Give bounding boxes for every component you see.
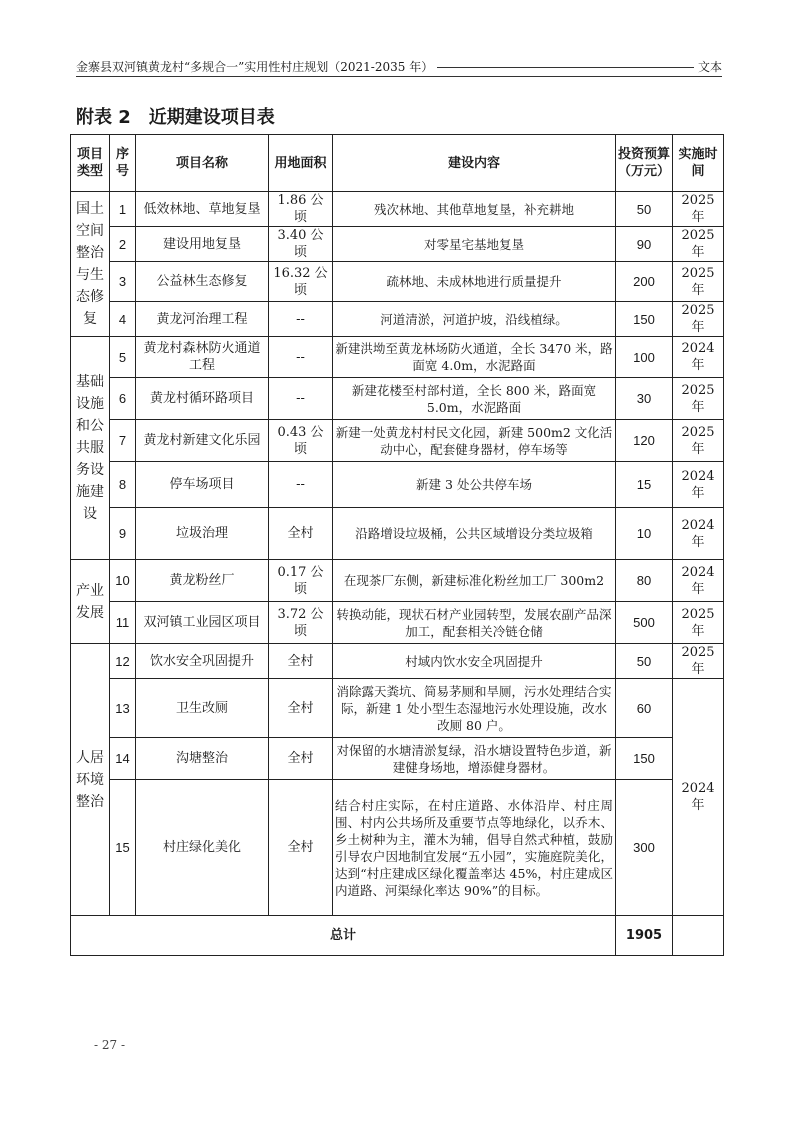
table-row [71,337,724,378]
row-year: 2025 年 [673,302,724,337]
row-content: 残次林地、其他草地复垦，补充耕地 [333,192,616,227]
row-area: 全村 [269,644,333,679]
table-row [71,679,724,738]
header-rule [76,76,722,77]
row-content: 疏林地、未成林地进行质量提升 [333,262,616,302]
row-year: 2024 年 [673,462,724,508]
row-no: 12 [110,644,136,679]
row-year: 2024 年 [673,337,724,378]
row-area: 1.86 公顷 [269,192,333,227]
row-content: 新建一处黄龙村村民文化园，新建 500m2 文化活动中心，配套健身器材，停车场等 [333,420,616,462]
row-budget: 80 [616,560,673,602]
table-row [71,420,724,462]
row-area: -- [269,302,333,337]
row-no: 1 [110,192,136,227]
table-row [71,302,724,337]
row-year: 2025 年 [673,192,724,227]
header-title: 金寨县双河镇黄龙村“多规合一”实用性村庄规划（2021-2035 年） [76,59,434,74]
row-content: 结合村庄实际，在村庄道路、水体沿岸、村庄周围、村内公共场所及重要节点等地绿化，以乔木、乡土树种为主，灌木为辅，倡导自然式种植，鼓励引导农户因地制宜发展“五小园”，实施庭院美化，达到“村庄建成区绿化覆盖率达 45%，村庄建成区内道路、河渠绿化率达 90%”的目标。 [333,780,616,916]
row-budget: 10 [616,508,673,560]
table-row [71,192,724,227]
col-header-category: 项目类型 [71,135,110,192]
row-year: 2025 年 [673,420,724,462]
total-value: 1905 [616,916,673,956]
row-budget: 100 [616,337,673,378]
row-area: 3.72 公顷 [269,602,333,644]
row-name: 垃圾治理 [136,508,269,560]
row-area: 全村 [269,508,333,560]
row-budget: 90 [616,227,673,262]
row-name: 黄龙粉丝厂 [136,560,269,602]
category-cell: 国土空间整治与生态修复 [71,192,110,337]
col-header-content: 建设内容 [333,135,616,192]
row-no: 4 [110,302,136,337]
total-year-empty [673,916,724,956]
row-year: 2024 年 [673,508,724,560]
table-row [71,780,724,916]
total-label: 总计 [71,916,616,956]
row-year: 2024 年 [673,560,724,602]
running-header [76,56,722,76]
row-budget: 200 [616,262,673,302]
row-no: 6 [110,378,136,420]
row-no: 7 [110,420,136,462]
table-row [71,227,724,262]
table-row [71,262,724,302]
row-no: 3 [110,262,136,302]
table-row [71,378,724,420]
table-row [71,644,724,679]
total-row [71,916,724,956]
row-no: 5 [110,337,136,378]
row-area: 全村 [269,679,333,738]
row-no: 13 [110,679,136,738]
category-cell: 人居环境整治 [71,644,110,916]
row-no: 8 [110,462,136,508]
row-budget: 300 [616,780,673,916]
row-year: 2025 年 [673,378,724,420]
row-area: -- [269,337,333,378]
col-header-year: 实施时间 [673,135,724,192]
row-budget: 60 [616,679,673,738]
row-content: 新建 3 处公共停车场 [333,462,616,508]
row-budget: 30 [616,378,673,420]
row-area: -- [269,462,333,508]
header-section: 文本 [697,59,722,74]
row-area: -- [269,378,333,420]
row-year: 2025 年 [673,227,724,262]
table-row [71,508,724,560]
row-name: 双河镇工业园区项目 [136,602,269,644]
table-row [71,738,724,780]
category-cell: 产业发展 [71,560,110,644]
page-title: 附表 2 近期建设项目表 [76,107,275,128]
row-area: 0.17 公顷 [269,560,333,602]
row-year: 2025 年 [673,602,724,644]
row-name: 黄龙村循环路项目 [136,378,269,420]
row-name: 卫生改厕 [136,679,269,738]
row-no: 15 [110,780,136,916]
row-name: 饮水安全巩固提升 [136,644,269,679]
table-row [71,462,724,508]
row-budget: 50 [616,192,673,227]
table-header-row [71,135,724,192]
col-header-area: 用地面积 [269,135,333,192]
row-area: 0.43 公顷 [269,420,333,462]
col-header-no: 序号 [110,135,136,192]
row-content: 村域内饮水安全巩固提升 [333,644,616,679]
row-area: 全村 [269,780,333,916]
row-area: 3.40 公顷 [269,227,333,262]
row-budget: 150 [616,302,673,337]
row-content: 新建洪坳至黄龙林场防火通道，全长 3470 米，路面宽 4.0m，水泥路面 [333,337,616,378]
col-header-name: 项目名称 [136,135,269,192]
row-content: 新建花楼至村部村道，全长 800 米，路面宽 5.0m，水泥路面 [333,378,616,420]
row-name: 黄龙村新建文化乐园 [136,420,269,462]
row-name: 公益林生态修复 [136,262,269,302]
row-no: 11 [110,602,136,644]
row-area: 16.32 公顷 [269,262,333,302]
row-year: 2025 年 [673,644,724,679]
row-budget: 500 [616,602,673,644]
row-name: 村庄绿化美化 [136,780,269,916]
row-year: 2025 年 [673,262,724,302]
row-budget: 50 [616,644,673,679]
col-header-budget: 投资预算（万元） [616,135,673,192]
row-name: 低效林地、草地复垦 [136,192,269,227]
row-content: 对保留的水塘清淤复绿，沿水塘设置特色步道，新建健身场地，增添健身器材。 [333,738,616,780]
row-budget: 150 [616,738,673,780]
row-no: 10 [110,560,136,602]
table-row [71,560,724,602]
row-name: 沟塘整治 [136,738,269,780]
row-area: 全村 [269,738,333,780]
row-no: 9 [110,508,136,560]
project-table [70,134,724,956]
row-content: 消除露天粪坑、简易茅厕和旱厕，污水处理结合实际，新建 1 处小型生态湿地污水处理设施，改水改厕 80 户。 [333,679,616,738]
category-cell: 基础设施和公共服务设施建设 [71,337,110,560]
row-budget: 15 [616,462,673,508]
table-row [71,602,724,644]
header-divider [437,67,694,68]
row-content: 沿路增设垃圾桶，公共区域增设分类垃圾箱 [333,508,616,560]
page-number: - 27 - [94,1038,126,1052]
row-no: 14 [110,738,136,780]
row-name: 黄龙村森林防火通道工程 [136,337,269,378]
row-budget: 120 [616,420,673,462]
row-content: 在现茶厂东侧，新建标准化粉丝加工厂 300m2 [333,560,616,602]
row-content: 对零星宅基地复垦 [333,227,616,262]
row-no: 2 [110,227,136,262]
row-content: 河道清淤，河道护坡，沿线植绿。 [333,302,616,337]
row-name: 建设用地复垦 [136,227,269,262]
row-content: 转换动能，现状石材产业园转型，发展农副产品深加工，配套相关冷链仓储 [333,602,616,644]
merged-year-cell: 2024 年 [673,679,724,916]
row-name: 停车场项目 [136,462,269,508]
row-name: 黄龙河治理工程 [136,302,269,337]
